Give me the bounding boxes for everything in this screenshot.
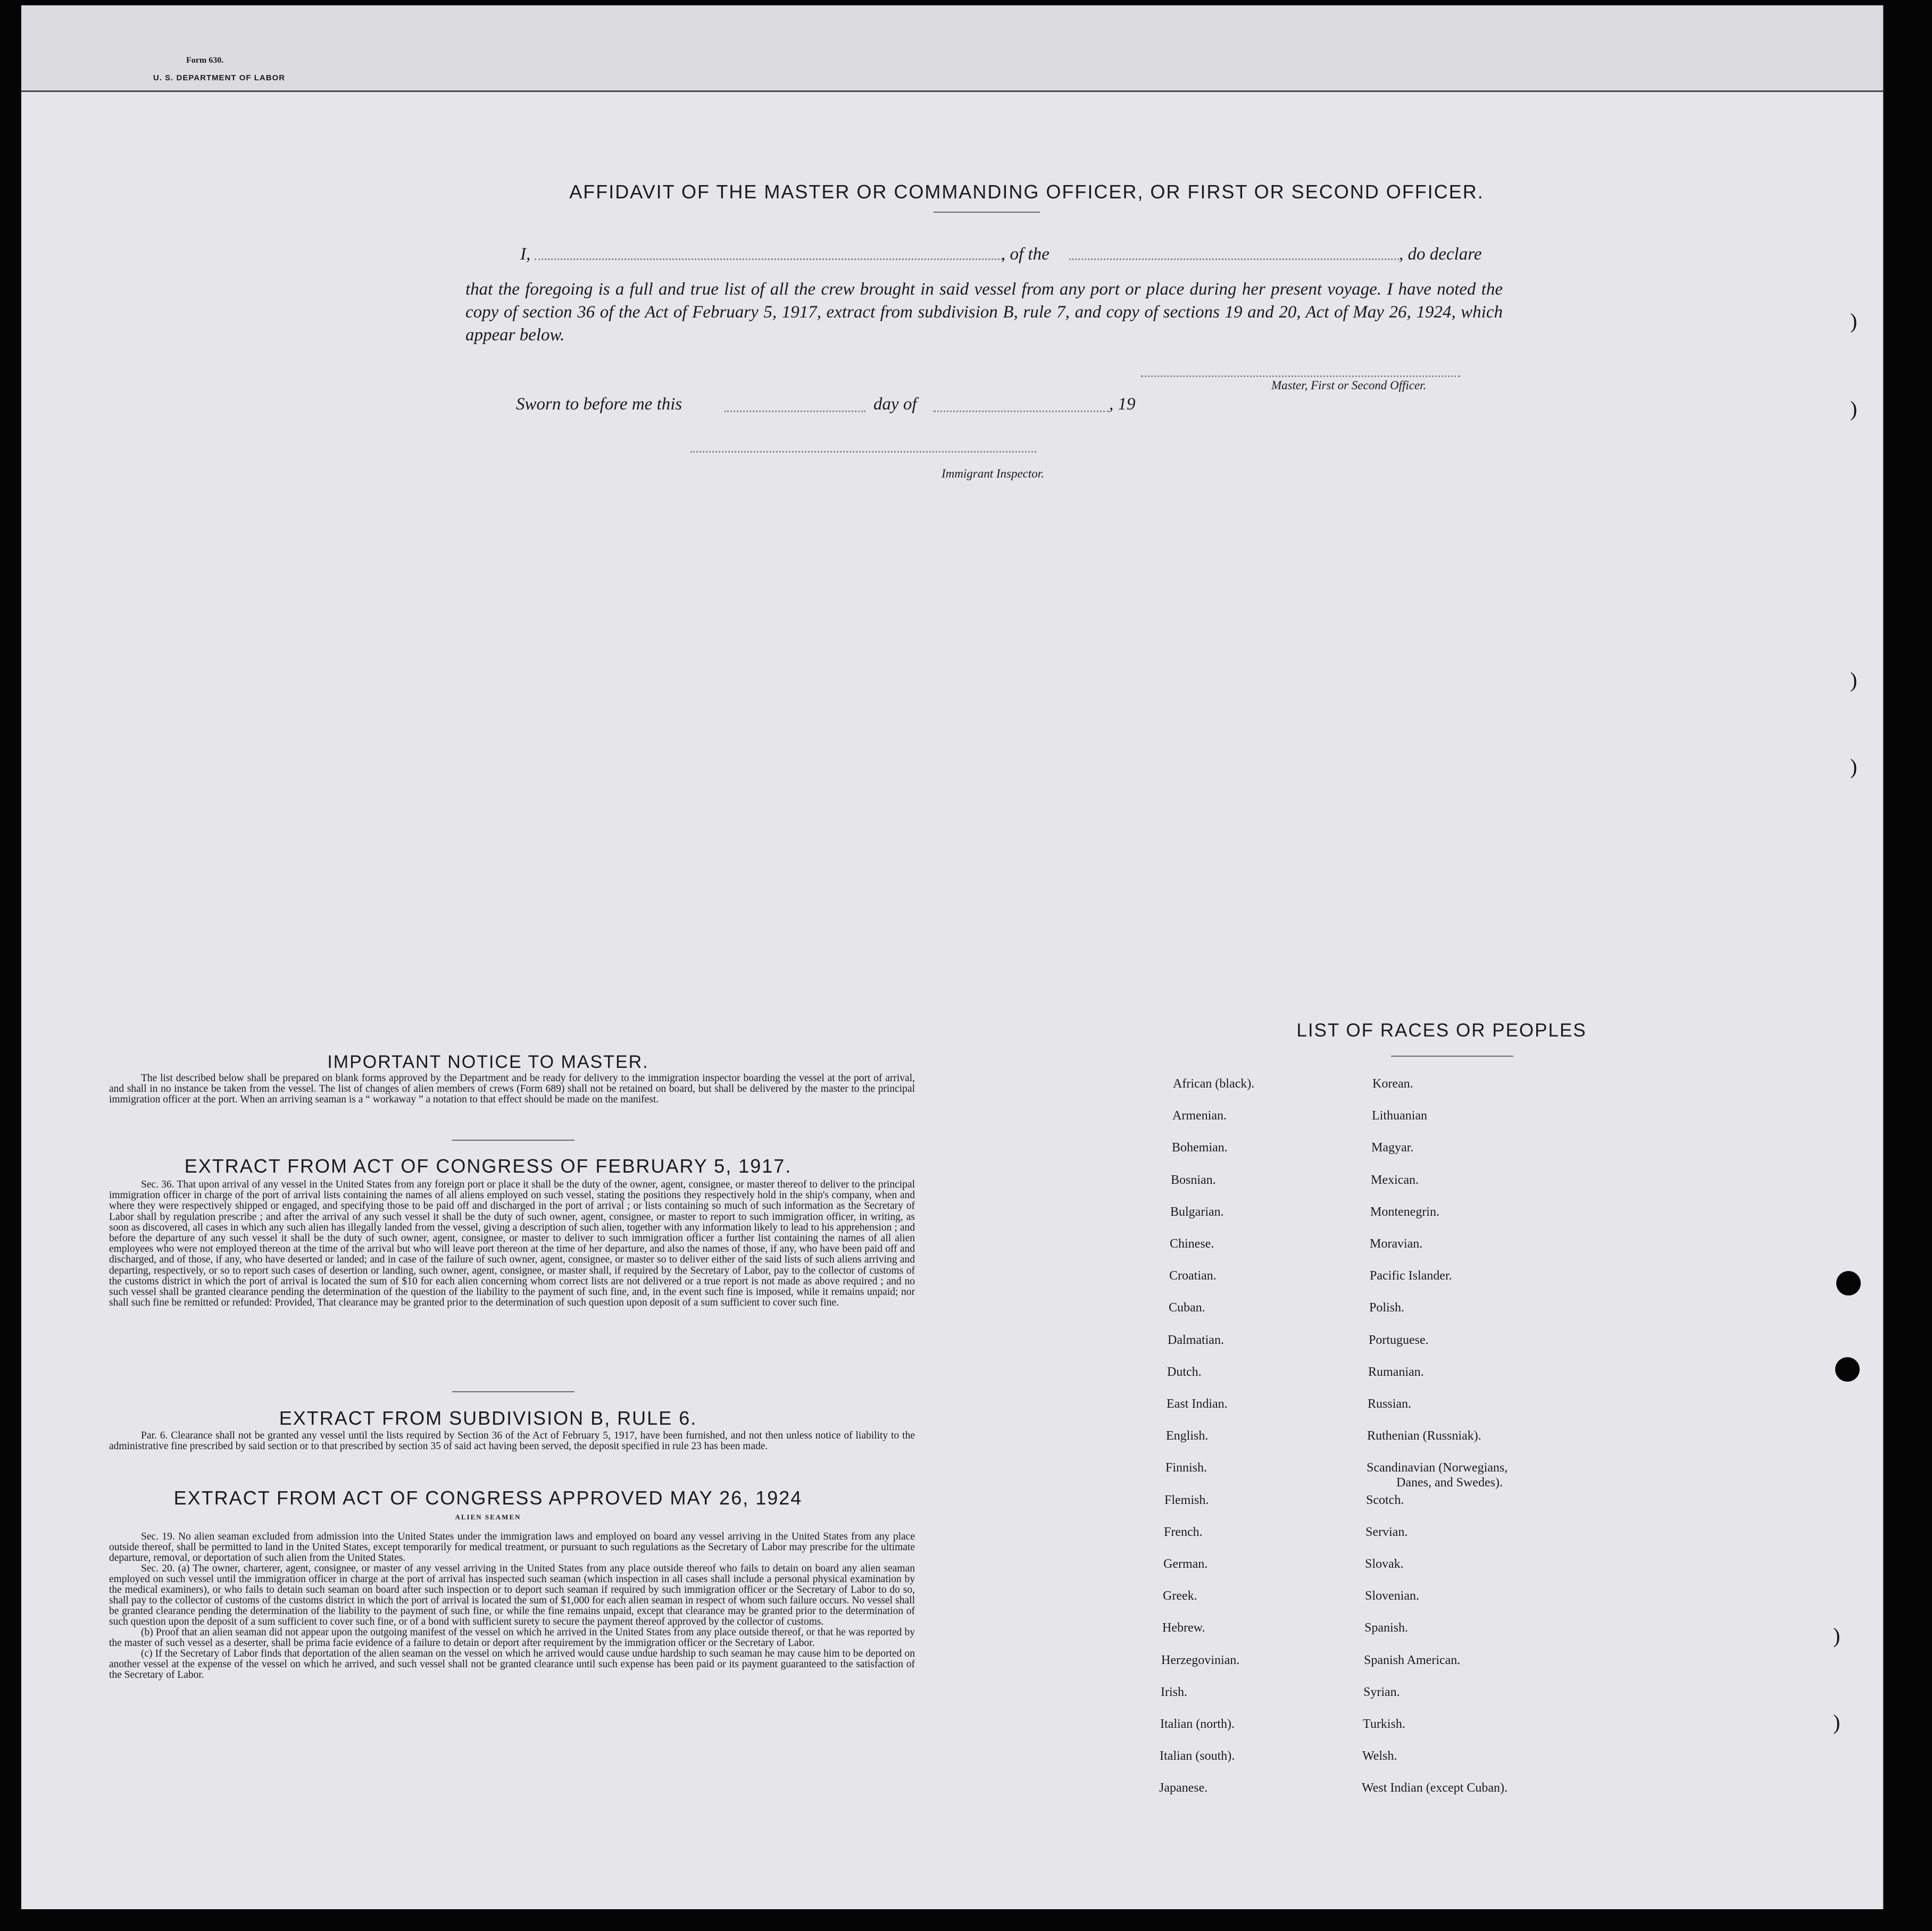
- race-item: Italian (north).: [1160, 1717, 1235, 1731]
- edge-mark: ): [1833, 1710, 1841, 1734]
- affidavit-do-declare-label: , do declare: [1399, 245, 1482, 264]
- race-item: Moravian.: [1370, 1237, 1423, 1251]
- race-item: Lithuanian: [1372, 1109, 1427, 1123]
- race-item: Bosnian.: [1171, 1173, 1216, 1187]
- edge-mark: ): [1850, 397, 1858, 421]
- extract-rule6-text: Par. 6. Clearance shall not be granted any vessel until the lists required by Section 36 of the Act of February 5, 1917, have been furnished, and not then unless notice of liability to the administrative fine prescribed by said section or to that prescribed by section 35 of said act having been served, the deposit specified in rule 23 has been made.: [109, 1430, 915, 1452]
- section-divider: [452, 1391, 574, 1392]
- race-item: Finnish.: [1165, 1461, 1208, 1475]
- race-item: Portuguese.: [1369, 1333, 1429, 1347]
- race-item: Slovak.: [1365, 1557, 1404, 1571]
- extract-1924-title: EXTRACT FROM ACT OF CONGRESS APPROVED MAY 26, 1924: [173, 1487, 803, 1509]
- section-20c-text: (c) If the Secretary of Labor finds that deportation of the alien seaman on the vessel on which he arrived would cause undue hardship to such seaman he may cause him to be deported on another vessel at the expense of the vessel on which he arrived, and such vessel shall not be granted clearance until such expense has been paid or its payment guaranteed to the satisfaction of the Secretary of Labor.: [109, 1648, 915, 1681]
- notice-title: IMPORTANT NOTICE TO MASTER.: [327, 1052, 649, 1072]
- race-item: Croatian.: [1169, 1269, 1217, 1283]
- race-item: Servian.: [1365, 1525, 1408, 1539]
- race-item: English.: [1166, 1429, 1209, 1443]
- race-item: West Indian (except Cuban).: [1362, 1781, 1508, 1795]
- extract-1917-title: EXTRACT FROM ACT OF CONGRESS OF FEBRUARY 5, 1917.: [184, 1155, 792, 1177]
- race-item: Mexican.: [1371, 1173, 1419, 1187]
- race-item: Irish.: [1161, 1685, 1187, 1699]
- race-item: Bohemian.: [1172, 1141, 1228, 1155]
- sworn-day-field[interactable]: [724, 411, 865, 412]
- race-item: African (black).: [1173, 1077, 1255, 1091]
- race-item: East Indian.: [1167, 1397, 1228, 1411]
- affidavit-title: AFFIDAVIT OF THE MASTER OR COMMANDING OFFICER, OR FIRST OR SECOND OFFICER.: [569, 181, 1484, 203]
- affidavit-of-the-label: , of the: [1001, 245, 1050, 264]
- race-item: Magyar.: [1371, 1141, 1414, 1155]
- race-item: Montenegrin.: [1370, 1205, 1439, 1219]
- race-item: Armenian.: [1172, 1109, 1227, 1123]
- edge-mark: ): [1850, 755, 1858, 779]
- officer-name-field[interactable]: [535, 258, 1003, 260]
- race-item: Italian (south).: [1160, 1749, 1235, 1763]
- race-item: Scandinavian (Norwegians,: [1367, 1461, 1508, 1475]
- vessel-name-field[interactable]: [1069, 258, 1399, 260]
- sworn-label: Sworn to before me this: [516, 395, 682, 414]
- races-divider: [1391, 1056, 1513, 1057]
- edge-mark: ): [1850, 309, 1858, 333]
- race-item: Chinese.: [1170, 1237, 1214, 1251]
- race-item: Dutch.: [1167, 1365, 1202, 1379]
- race-item: Greek.: [1163, 1589, 1197, 1603]
- race-item: Flemish.: [1164, 1493, 1209, 1507]
- race-item: Polish.: [1369, 1301, 1405, 1315]
- title-divider: [934, 212, 1040, 213]
- race-item: Bulgarian.: [1170, 1205, 1224, 1219]
- section-19-text: Sec. 19. No alien seaman excluded from admission into the United States under the immigration laws and employed on board any vessel arriving in the United States from any place outside thereof, shall be permitted to land in the United States, except temporarily for medical treatment, or pursuant to such regulations as the Secretary of Labor may prescribe for the ultimate departure, removal, or deportation of such alien from the United States.: [109, 1531, 915, 1564]
- section-20b-text: (b) Proof that an alien seaman did not appear upon the outgoing manifest of the vessel on which he arrived in the United States from any place outside thereof, or that he was reported by the master of such vessel as a deserter, shall be prima facie evidence of a failure to detain or deport after requirement by the immigration officer or the Secretary of Labor.: [109, 1627, 915, 1649]
- race-item: Ruthenian (Russniak).: [1367, 1429, 1481, 1443]
- signature-label: Master, First or Second Officer.: [1271, 379, 1427, 392]
- edge-mark: ): [1850, 668, 1858, 692]
- extract-1924-text: [109, 1532, 915, 1681]
- form-number: Form 630.: [186, 56, 224, 65]
- sworn-month-field[interactable]: [934, 411, 1109, 412]
- binder-hole: [1835, 1357, 1860, 1382]
- race-item: Dalmatian.: [1168, 1333, 1224, 1347]
- race-item: Pacific Islander.: [1370, 1269, 1452, 1283]
- race-item: Spanish American.: [1364, 1653, 1461, 1667]
- race-item: Hebrew.: [1162, 1621, 1205, 1635]
- signature-field[interactable]: [1141, 375, 1460, 377]
- race-item: Syrian.: [1363, 1685, 1400, 1699]
- race-item: Rumanian.: [1368, 1365, 1424, 1379]
- races-title: LIST OF RACES OR PEOPLES: [1296, 1020, 1587, 1041]
- affidavit-body: that the foregoing is a full and true list of all the crew brought in said vessel from any port or place during her present voyage. I have noted the copy of section 36 of the Act of February 5, 1917, extract from subdivision B, rule 7, and copy of sections 19 and 20, Act of May 26, 1924, which appear below.: [465, 280, 1503, 345]
- race-item: German.: [1163, 1557, 1208, 1571]
- race-item: Korean.: [1372, 1077, 1413, 1091]
- section-divider: [452, 1140, 574, 1141]
- day-of-label: day of: [873, 395, 917, 414]
- department-name: U. S. DEPARTMENT OF LABOR: [153, 73, 286, 82]
- binder-hole: [1836, 1271, 1861, 1295]
- extract-rule6-title: EXTRACT FROM SUBDIVISION B, RULE 6.: [279, 1407, 697, 1429]
- race-item: Welsh.: [1362, 1749, 1397, 1763]
- edge-mark: ): [1833, 1624, 1841, 1648]
- header-band: [21, 5, 1883, 92]
- inspector-label: Immigrant Inspector.: [942, 467, 1044, 480]
- race-item: Cuban.: [1169, 1301, 1205, 1315]
- race-item: Japanese.: [1159, 1781, 1208, 1795]
- notice-text: The list described below shall be prepared on blank forms approved by the Department and be ready for delivery to the immigration inspector boarding the vessel at the port of arrival, and shall in no instance be taken from the vessel. The list of changes of alien members of crews (Form 689) shall not be retained on board, but shall be delivered by the master to the principal immigration officer at the port. When an arriving seaman is a “ workaway ” a notation to that effect should be made on the manifest.: [109, 1073, 915, 1105]
- race-item: Russian.: [1368, 1397, 1412, 1411]
- race-item: Spanish.: [1364, 1621, 1409, 1635]
- race-item: Slovenian.: [1365, 1589, 1419, 1603]
- race-item: Scotch.: [1366, 1493, 1404, 1507]
- race-item: Turkish.: [1363, 1717, 1405, 1731]
- extract-1917-text: Sec. 36. That upon arrival of any vessel in the United States from any foreign port or place it shall be the duty of the owner, agent, consignee, or master thereof to deliver to the principal immigration officer in charge of the port of arrival lists containing the names of all aliens employed on such vessel, stating the positions they respectively hold in the ship's company, when and where they were respectively shipped or engaged, and specifying those to be paid off and discharged in the port of arrival ; or lists containing so much of such information as the Secretary of Labor shall by regulation prescribe ; and after the arrival of any such vessel it shall be the duty of such owner, agent, consignee, or master to report to such immigration officer, in writing, as soon as discovered, all cases in which any such alien has illegally landed from the vessel, giving a description of such alien, together with any information likely to lead to his apprehension ; and before the departure of any such vessel it shall be the duty of such owner, agent, consignee, or master to deliver to such immigration officer a further list containing the names of all alien employees who were not employed thereon at the time of the arrival but who will leave port thereon at the time of her departure, and also the names of those, if any, who have been paid off and discharged, and of those, if any, who have deserted or landed; and in case of the failure of such owner, agent, consignee, or master so to deliver either of the said lists of such aliens arriving and departing, respectively, or so to report such cases of desertion or landing, such owner, agent, consignee, or master shall, if required by the Secretary of Labor, pay to the collector of customs of the customs district in which the port of arrival is located the sum of $10 for each alien concerning whom correct lists are not delivered or a true report is not made as above required ; and no such vessel shall be granted clearance pending the determination of the question of the liability to the payment of such fine, and, in the event such fine is imposed, while it remains unpaid; nor shall such fine be remitted or refunded: Provided, That clearance may be granted prior to the determination of such question upon deposit of a sum sufficient to cover such fine.: [109, 1179, 915, 1309]
- race-item: Herzegovinian.: [1161, 1653, 1240, 1667]
- extract-1924-subtitle: ALIEN SEAMEN: [455, 1513, 521, 1521]
- race-item: French.: [1164, 1525, 1203, 1539]
- year-label: , 19: [1109, 395, 1136, 414]
- inspector-signature-field[interactable]: [690, 451, 1036, 453]
- section-20a-text: Sec. 20. (a) The owner, charterer, agent, consignee, or master of any vessel arriving in the United States from any place outside thereof who fails to detain on board any alien seaman employed on such vessel until the immigration officer in charge at the port of arrival has inspected such seaman (which inspection in all cases shall include a personal physical examination by the medical examiners), or who fails to detain such seaman on board after such inspection or to deport such seaman if required by such immigration officer or the Secretary of Labor to do so, shall pay to the collector of customs of the customs district in which the port of arrival is located the sum of $1,000 for each alien seaman in respect of whom such failure occurs. No vessel shall be granted clearance pending the determination of the liability to the payment of such fine, or while the fine remains unpaid, except that clearance may be granted prior to the determination of such question upon the deposit of a sum sufficient to cover such fine, or of a bond with sufficient surety to secure the payment thereof approved by the collector of customs.: [109, 1563, 915, 1627]
- race-item-continuation: Danes, and Swedes).: [1396, 1476, 1503, 1490]
- affidavit-i-label: I,: [520, 245, 531, 264]
